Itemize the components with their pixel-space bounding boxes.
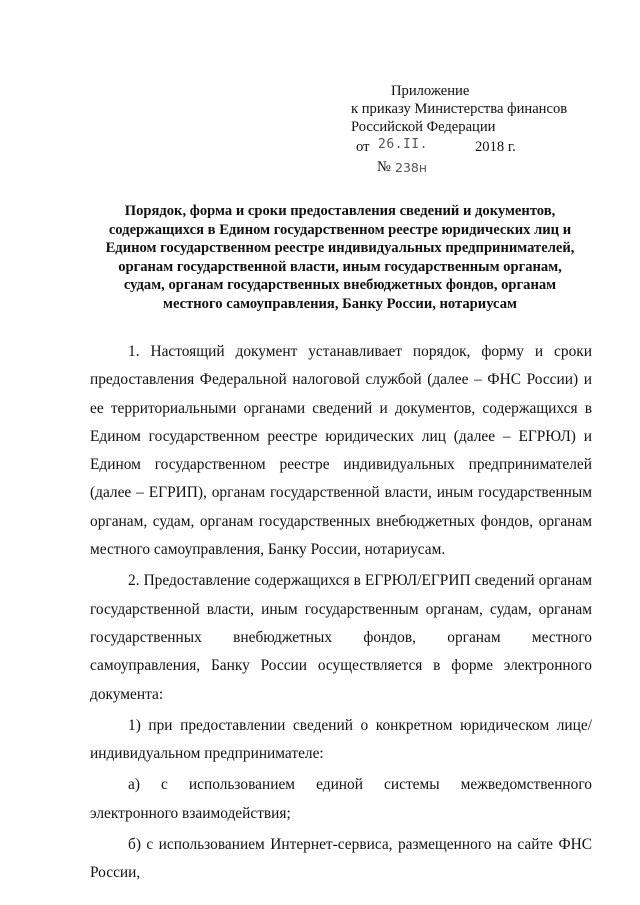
order-number [351, 156, 611, 176]
subitem-a: а) с использованием единой системы межведомственного электронного взаимодействия; [90, 776, 592, 822]
date-prefix: от [356, 139, 370, 155]
handwritten-number: 238н [395, 160, 428, 175]
date-year: 2018 г. [475, 139, 516, 155]
attachment-label: Приложение [391, 83, 470, 99]
order-reference: к приказу Министерства финансов [351, 101, 568, 117]
subitem-b: б) с использованием Интернет-сервиса, размещенного на сайте ФНС России, [90, 836, 592, 882]
ministry-name: Российской Федерации [351, 119, 496, 135]
attachment-header [351, 82, 611, 176]
paragraph-1: 1. Настоящий документ устанавливает порядок, форму и сроки предоставления Федеральной налоговой службой (далее – ФНС России) и ее территориальными органами сведений и документов, содержащихся в Едином государственном реестре юридических лиц (далее – ЕГРЮЛ) и Едином государственном реестре индивидуальных предпринимателей (далее – ЕГРИП), органам государственной власти, иным государственным органам, судам, органам государственных внебюджетных фондов, органам местного самоуправления, Банку России, нотариусам. [90, 343, 592, 559]
number-prefix: № [377, 159, 391, 175]
document-body [90, 338, 592, 891]
paragraph-2: 2. Предоставление содержащихся в ЕГРЮЛ/ЕГРИП сведений органам государственной власти, иным государственным органам, судам, органам государственных внебюджетных фондов, органам местного самоуправления, Банку России осуществляется в форме электронного документа: [90, 572, 592, 703]
order-date [351, 136, 611, 156]
document-title: Порядок, форма и сроки предоставления сведений и документов, содержащихся в Едином государственном реестре юридических лиц и Едином государственном реестре индивидуальных предпринимателей, органам государственной власти, иным государственным органам, судам, органам государственных внебюджетных фондов, органам местного самоуправления, Банку России, нотариусам [105, 203, 575, 312]
handwritten-date: 26.II. [378, 137, 428, 152]
subitem-1: 1) при предоставлении сведений о конкретном юридическом лице/индивидуальном предпринимателе: [90, 716, 592, 763]
